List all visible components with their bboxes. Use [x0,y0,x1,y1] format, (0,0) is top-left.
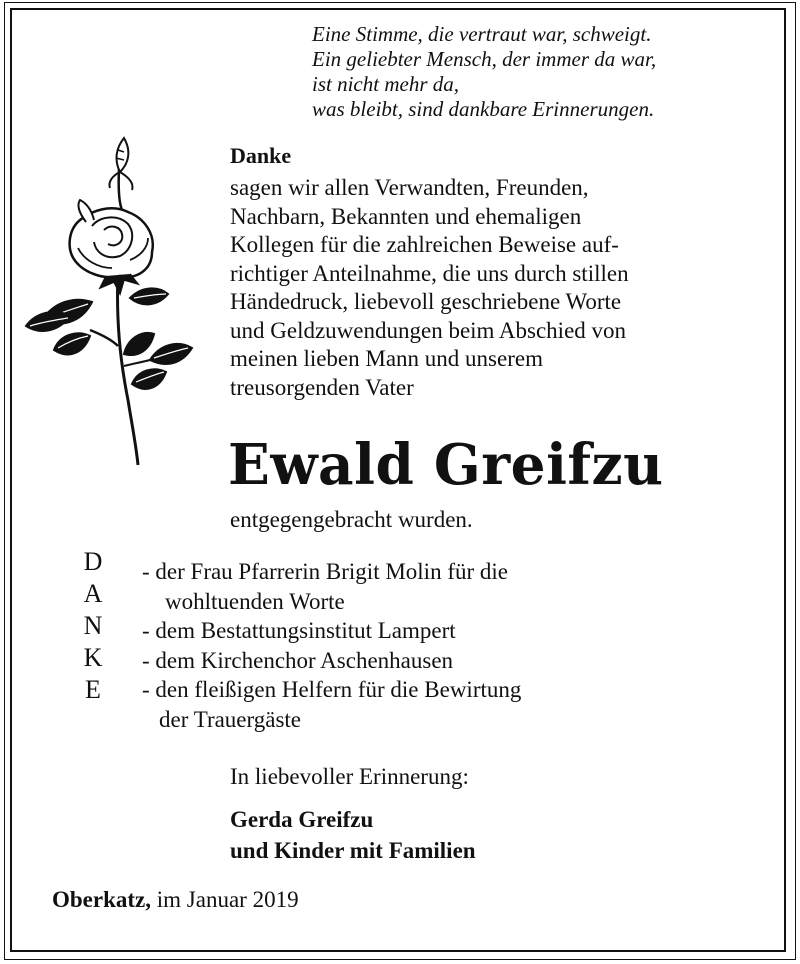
paragraph-line: Händedruck, liebevoll geschriebene Worte [230,289,622,314]
poem-line: Eine Stimme, die vertraut war, schweigt. [312,22,652,46]
signature-line: Gerda Greifzu [230,807,374,832]
received-text: entgegengebracht wurden. [230,507,473,532]
paragraph-line: sagen wir allen Verwandten, Freunden, [230,175,589,200]
deceased-name: Ewald Greifzu [228,432,664,498]
signature-block [230,804,476,866]
vertical-letter: K [83,643,103,672]
poem-line: was bleibt, sind dankbare Erinnerungen. [312,97,655,121]
memorial-poem [312,22,752,122]
vertical-letter: A [83,579,103,608]
paragraph-line: richtiger Anteilnahme, die uns durch stillen [230,260,629,286]
poem-line: ist nicht mehr da, [312,72,459,96]
thanks-paragraph [230,174,760,402]
paragraph-line: treusorgenden Vater [230,374,414,400]
place-town: Oberkatz, [52,887,152,912]
vertical-letter: E [85,675,101,704]
thanks-list [142,557,762,734]
signature-line: und Kinder mit Familien [230,838,476,863]
paragraph-line: meinen lieben Mann und unserem [230,346,543,371]
list-item: - der Frau Pfarrerin Brigit Molin für die [142,559,508,584]
poem-line: Ein geliebter Mensch, der immer da war, [312,47,657,71]
paragraph-line: Kollegen für die zahlreichen Beweise auf- [230,232,619,257]
rose-icon [20,130,200,470]
paragraph-line: und Geldzuwendungen beim Abschied von [230,317,627,343]
list-item-continuation: der Trauergäste [159,706,302,732]
place-date-text: im Januar 2019 [156,887,299,912]
memory-text: In liebevoller Erinnerung: [230,764,469,789]
list-item-continuation: wohltuenden Worte [165,588,345,614]
vertical-letter: N [83,611,103,640]
place-date [52,887,299,913]
vertical-letter: D [83,547,103,576]
thanks-heading: Danke [230,143,292,168]
list-item: - dem Kirchenchor Aschenhausen [142,647,454,673]
vertical-danke [78,546,108,706]
list-item: - den fleißigen Helfern für die Bewirtung [142,677,522,702]
paragraph-line: Nachbarn, Bekannten und ehemaligen [230,203,582,229]
list-item: - dem Bestattungsinstitut Lampert [142,618,456,643]
